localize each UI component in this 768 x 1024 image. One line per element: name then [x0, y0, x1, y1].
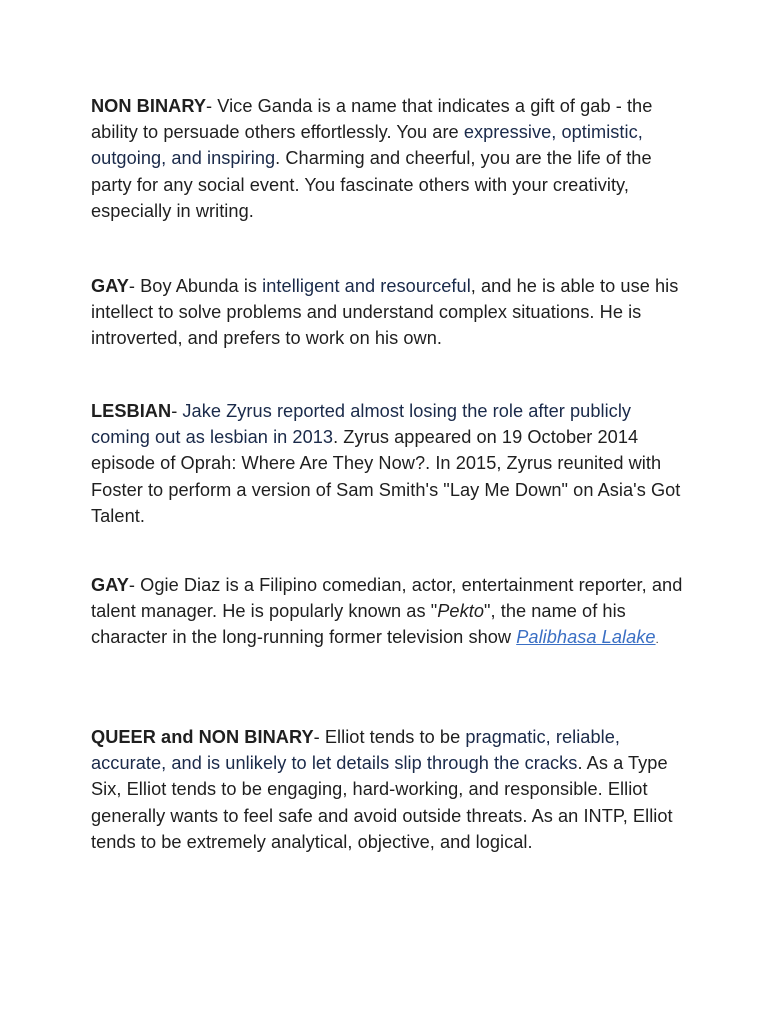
label-dash: -: [171, 401, 183, 421]
label-dash: -: [206, 96, 218, 116]
label-dash: -: [313, 727, 325, 747]
highlighted-phrase: expressive, optimistic, outgoing, and inspiring: [91, 122, 643, 169]
paragraph-gay-boy-abunda: [91, 273, 691, 352]
paragraph-text: Elliot tends to be: [324, 727, 466, 747]
paragraph-text: . As a Type Six, Elliot tends to be engaging, hard-working, and responsible. Elliot generally wants to feel safe and avoid outside threats. As an INTP, Elliot tends to be extremely analytical, objective, and logical.: [91, 753, 673, 852]
paragraph-label: QUEER and NON BINARY: [91, 727, 314, 747]
highlighted-phrase: pragmatic, reliable, accurate, and is unlikely to let details slip through the cracks: [91, 727, 620, 774]
paragraph-text: Boy Abunda is: [140, 276, 263, 296]
paragraph-text: . Zyrus appeared on 19 October 2014 episode of Oprah: Where Are They Now?. In 2015, Zyrus reunited with Foster to perform a version of Sam Smith's "Lay Me Down" on Asia's Got Talent.: [91, 427, 681, 526]
paragraph-text: Ogie Diaz is a Filipino comedian, actor, entertainment reporter, and talent manager. He is popularly known as ": [91, 575, 683, 622]
paragraph-text: ", the name of his character in the long-running former television show: [91, 601, 626, 648]
show-link[interactable]: Palibhasa Lalake: [516, 627, 656, 648]
paragraph-label: GAY: [91, 276, 129, 296]
paragraph-non-binary: [91, 93, 691, 224]
paragraph-lesbian: [91, 398, 691, 529]
label-dash: -: [128, 575, 141, 595]
paragraph-text: .: [655, 634, 659, 647]
label-dash: -: [128, 276, 141, 296]
paragraph-gay-ogie-diaz: [91, 572, 691, 654]
paragraph-label: LESBIAN: [91, 401, 172, 421]
paragraph-label: NON BINARY: [91, 96, 207, 116]
paragraph-text: , and he is able to use his intellect to solve problems and understand complex situations. He is introverted, and prefers to work on his own.: [91, 276, 679, 349]
italic-nickname: Pekto: [437, 601, 484, 622]
highlighted-phrase: Jake Zyrus reported almost losing the role after publicly coming out as lesbian in 2013: [91, 401, 632, 448]
paragraph-text: Vice Ganda is a name that indicates a gift of gab - the ability to persuade others effortlessly. You are: [91, 96, 653, 143]
paragraph-text: . Charming and cheerful, you are the life of the party for any social event. You fascinate others with your creativity, especially in writing.: [91, 148, 652, 221]
paragraph-label: GAY: [91, 575, 129, 595]
highlighted-phrase: intelligent and resourceful: [262, 276, 471, 296]
paragraph-queer-non-binary: [91, 724, 691, 855]
